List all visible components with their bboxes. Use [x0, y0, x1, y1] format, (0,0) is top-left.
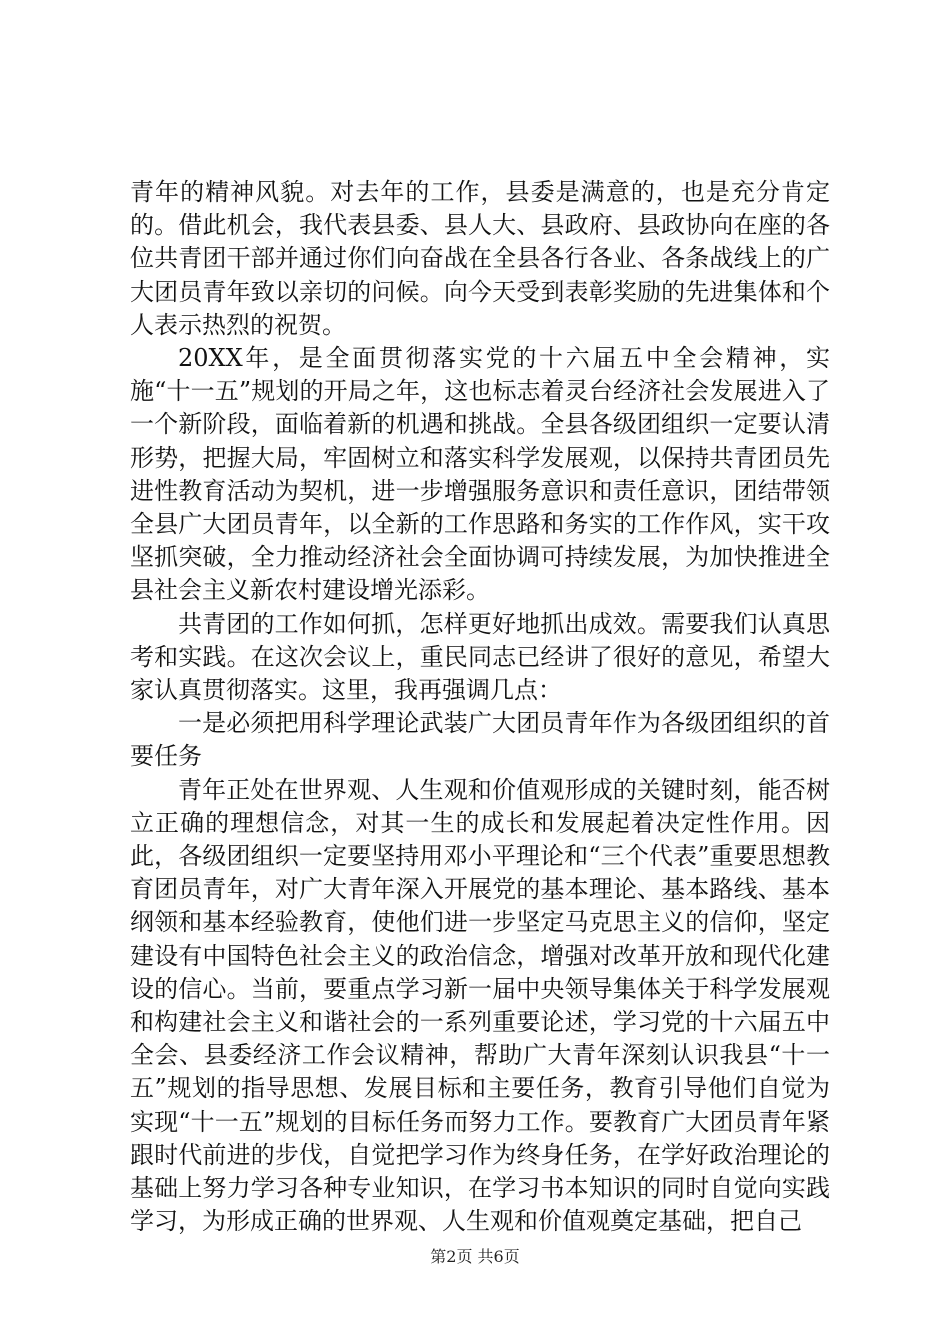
section-heading: 一是必须把用科学理论武装广大团员青年作为各级团组织的首要任务	[130, 709, 830, 771]
page-number-footer: 第2页 共6页	[430, 1247, 520, 1266]
paragraph-continuation: 青年的精神风貌。对去年的工作，县委是满意的，也是充分肯定的。借此机会，我代表县委、县人大、县政府、县政协向在座的各位共青团干部并通过你们向奋战在全县各行各业、各条战线上的广大团员青年致以亲切的问候。向今天受到表彰奖励的先进集体和个人表示热烈的祝贺。	[130, 178, 830, 339]
paragraph: 共青团的工作如何抓，怎样更好地抓出成效。需要我们认真思考和实践。在这次会议上，重民同志已经讲了很好的意见，希望大家认真贯彻落实。这里，我再强调几点：	[130, 609, 830, 705]
paragraph: 20XX年，是全面贯彻落实党的十六届五中全会精神，实施“十一五”规划的开局之年，这也标志着灵台经济社会发展进入了一个新阶段，面临着新的机遇和挑战。全县各级团组织一定要认清形势，把握大局，牢固树立和落实科学发展观，以保持共青团员先进性教育活动为契机，进一步增强服务意识和责任意识，团结带领全县广大团员青年，以全新的工作思路和务实的工作作风，实干攻坚抓突破，全力推动经济社会全面协调可持续发展，为加快推进全县社会主义新农村建设增光添彩。	[130, 344, 830, 605]
paragraph: 青年正处在世界观、人生观和价值观形成的关键时刻，能否树立正确的理想信念，对其一生的成长和发展起着决定性作用。因此，各级团组织一定要坚持用邓小平理论和“三个代表”重要思想教育团员青年，对广大青年深入开展党的基本理论、基本路线、基本纲领和基本经验教育，使他们进一步坚定马克思主义的信仰，坚定建设有中国特色社会主义的政治信念，增强对改革开放和现代化建设的信心。当前，要重点学习新一届中央领导集体关于科学发展观和构建社会主义和谐社会的一系列重要论述，学习党的十六届五中全会、县委经济工作会议精神，帮助广大青年深刻认识我县“十一五”规划的指导思想、发展目标和主要任务，教育引导他们自觉为实现“十一五”规划的目标任务而努力工作。要教育广大团员青年紧跟时代前进的步伐，自觉把学习作为终身任务，在学好政治理论的基础上努力学习各种专业知识，在学习书本知识的同时自觉向实践学习，为形成正确的世界观、人生观和价值观奠定基础，把自己	[130, 775, 830, 1236]
document-body	[130, 176, 830, 1239]
